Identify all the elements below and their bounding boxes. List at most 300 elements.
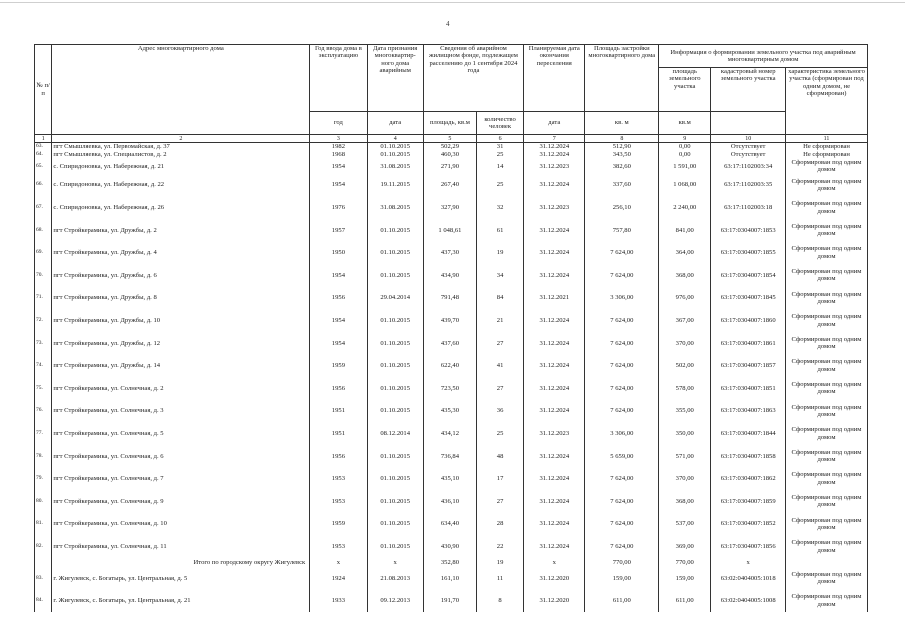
date-cell: 01.10.2015 [367,309,423,332]
area-cell: 437,60 [423,332,476,355]
row-number: 78. [35,445,52,468]
characteristic-cell: Сформирован под одним домом [786,264,868,287]
land-area-cell: 578,00 [659,377,711,400]
row-number: 75. [35,377,52,400]
header-unit-people: количество человек [477,112,524,135]
header-unit-sqm2: кв.м [659,112,711,135]
cadastral-cell: 63:17:0304007:1855 [711,242,786,265]
date-cell: 01.10.2015 [367,468,423,491]
date-cell: 01.10.2015 [367,143,423,152]
planned-date-cell: 31.12.2020 [524,590,585,613]
table-row [35,355,868,378]
characteristic-cell: Сформирован под одним домом [786,468,868,491]
land-area-cell: 350,00 [659,422,711,445]
characteristic-cell: Сформирован под одним домом [786,422,868,445]
date-cell: 01.10.2015 [367,332,423,355]
row-number: 68. [35,219,52,242]
header-building-area: Площадь застройки многоквартирного дома [585,45,659,112]
cadastral-cell: 63:17:0304007:1861 [711,332,786,355]
housing-register-table [34,44,868,612]
header-characteristic: характеристика земельного участка (сформирован под одним домом, не сформирован) [786,68,868,135]
header-unit-empty [711,112,786,135]
land-area-cell: 364,00 [659,242,711,265]
header-year: Год ввода дома в эксплуатацию [310,45,367,112]
cadastral-cell: 63:17:0304007:1851 [711,377,786,400]
header-unit-sqm: кв. м [585,112,659,135]
planned-date-cell: 31.12.2024 [524,513,585,536]
year-cell: 1954 [310,309,367,332]
row-number: 76. [35,400,52,423]
scan-edge-line [0,2,905,3]
building-area-cell: 7 624,00 [585,355,659,378]
page-number: 4 [446,20,450,28]
column-number-row [35,135,868,143]
col-number: 9 [659,135,711,143]
area-cell: 460,30 [423,151,476,159]
building-area-cell: 7 624,00 [585,309,659,332]
area-cell: 634,40 [423,513,476,536]
year-cell: 1957 [310,219,367,242]
area-cell: 191,70 [423,590,476,613]
area-cell: 267,40 [423,174,476,197]
date-cell: 01.10.2015 [367,242,423,265]
cadastral-cell: 63:02:0404005:1008 [711,590,786,613]
land-area-cell: 370,00 [659,332,711,355]
land-area-cell: 571,00 [659,445,711,468]
table-row [35,400,868,423]
table-row [35,445,868,468]
date-cell: 01.10.2015 [367,355,423,378]
col-number: 11 [786,135,868,143]
address-cell: пгт Стройкерамика, ул. Дружбы, д. 12 [52,332,310,355]
characteristic-cell: Сформирован под одним домом [786,567,868,590]
area-cell: 437,30 [423,242,476,265]
building-area-cell: 7 624,00 [585,332,659,355]
people-cell: 21 [477,309,524,332]
col-number: 2 [52,135,310,143]
total-date: x [367,558,423,567]
header-unit-date: дата [367,112,423,135]
address-cell: пгт Стройкерамика, ул. Дружбы, д. 6 [52,264,310,287]
people-cell: 25 [477,422,524,445]
year-cell: 1976 [310,196,367,219]
land-area-cell: 0,00 [659,151,711,159]
area-cell: 1 048,61 [423,219,476,242]
date-cell: 01.10.2015 [367,400,423,423]
row-number: 77. [35,422,52,445]
table-row [35,535,868,558]
characteristic-cell: Сформирован под одним домом [786,174,868,197]
land-area-cell: 1 591,00 [659,159,711,174]
address-cell: пгт Смышляевка, ул. Специалистов, д. 2 [52,151,310,159]
building-area-cell: 159,00 [585,567,659,590]
planned-date-cell: 31.12.2020 [524,567,585,590]
land-area-cell: 368,00 [659,490,711,513]
header-unit-date2: дата [524,112,585,135]
address-cell: пгт Стройкерамика, ул. Солнечная, д. 10 [52,513,310,536]
people-cell: 36 [477,400,524,423]
planned-date-cell: 31.12.2024 [524,174,585,197]
cadastral-cell: 63:17:1102003:34 [711,159,786,174]
planned-date-cell: 31.12.2024 [524,355,585,378]
total-building-area: 770,00 [585,558,659,567]
col-number: 1 [35,135,52,143]
people-cell: 8 [477,590,524,613]
row-number: 63. [35,143,52,152]
date-cell: 01.10.2015 [367,445,423,468]
total-land-area: 770,00 [659,558,711,567]
planned-date-cell: 31.12.2023 [524,196,585,219]
planned-date-cell: 31.12.2024 [524,468,585,491]
row-number: 82. [35,535,52,558]
people-cell: 27 [477,332,524,355]
people-cell: 19 [477,242,524,265]
people-cell: 41 [477,355,524,378]
planned-date-cell: 31.12.2023 [524,159,585,174]
table-row [35,287,868,310]
characteristic-cell: Сформирован под одним домом [786,535,868,558]
year-cell: 1982 [310,143,367,152]
col-number: 10 [711,135,786,143]
address-cell: г. Жигулевск, с. Богатырь, ул. Центральная, д. 21 [52,590,310,613]
land-area-cell: 355,00 [659,400,711,423]
row-number: 79. [35,468,52,491]
header-unit-year: год [310,112,367,135]
date-cell: 01.10.2015 [367,535,423,558]
people-cell: 22 [477,535,524,558]
characteristic-cell: Сформирован под одним домом [786,159,868,174]
land-area-cell: 0,00 [659,143,711,152]
people-cell: 14 [477,159,524,174]
land-area-cell: 2 240,00 [659,196,711,219]
table-row [35,590,868,613]
people-cell: 34 [477,264,524,287]
address-cell: пгт Стройкерамика, ул. Солнечная, д. 5 [52,422,310,445]
characteristic-cell: Сформирован под одним домом [786,219,868,242]
land-area-cell: 368,00 [659,264,711,287]
table-row [35,513,868,536]
planned-date-cell: 31.12.2024 [524,445,585,468]
year-cell: 1954 [310,174,367,197]
address-cell: пгт Стройкерамика, ул. Дружбы, д. 10 [52,309,310,332]
table-row [35,264,868,287]
table-row [35,468,868,491]
land-area-cell: 159,00 [659,567,711,590]
year-cell: 1959 [310,513,367,536]
year-cell: 1954 [310,332,367,355]
people-cell: 17 [477,468,524,491]
header-date-recognition: Дата признания многоквартир-ного дома аварийным [367,45,423,112]
characteristic-cell: Сформирован под одним домом [786,355,868,378]
area-cell: 434,90 [423,264,476,287]
building-area-cell: 611,00 [585,590,659,613]
building-area-cell: 7 624,00 [585,377,659,400]
table-row [35,242,868,265]
cadastral-cell: 63:17:0304007:1852 [711,513,786,536]
building-area-cell: 7 624,00 [585,264,659,287]
land-area-cell: 841,00 [659,219,711,242]
total-year: x [310,558,367,567]
characteristic-cell: Сформирован под одним домом [786,287,868,310]
table-row [35,159,868,174]
cadastral-cell: 63:17:0304007:1845 [711,287,786,310]
characteristic-cell: Сформирован под одним домом [786,242,868,265]
table-row [35,377,868,400]
address-cell: пгт Стройкерамика, ул. Солнечная, д. 11 [52,535,310,558]
row-number: 80. [35,490,52,513]
area-cell: 161,10 [423,567,476,590]
land-area-cell: 1 068,00 [659,174,711,197]
cadastral-cell: 63:17:0304007:1844 [711,422,786,445]
col-number: 6 [477,135,524,143]
address-cell: пгт Стройкерамика, ул. Дружбы, д. 2 [52,219,310,242]
col-number: 5 [423,135,476,143]
table-row [35,196,868,219]
total-label: Итого по городскому округу Жигулевск [52,558,310,567]
row-number: 83. [35,567,52,590]
table-row [35,567,868,590]
land-area-cell: 502,00 [659,355,711,378]
date-cell: 09.12.2013 [367,590,423,613]
address-cell: с. Спиридоновка, ул. Набережная, д. 22 [52,174,310,197]
header-address: Адрес многоквартирного дома [52,45,310,135]
header-unit-area: площадь, кв.м [423,112,476,135]
address-cell: пгт Стройкерамика, ул. Солнечная, д. 3 [52,400,310,423]
date-cell: 08.12.2014 [367,422,423,445]
date-cell: 01.10.2015 [367,219,423,242]
planned-date-cell: 31.12.2024 [524,377,585,400]
area-cell: 435,30 [423,400,476,423]
cadastral-cell: 63:17:0304007:1859 [711,490,786,513]
cadastral-cell: 63:17:1102003:35 [711,174,786,197]
table-row [35,174,868,197]
address-cell: пгт Стройкерамика, ул. Солнечная, д. 6 [52,445,310,468]
date-cell: 01.10.2015 [367,377,423,400]
address-cell: пгт Смышляевка, ул. Первомайская, д. 37 [52,143,310,152]
total-planned: x [524,558,585,567]
date-cell: 01.10.2015 [367,151,423,159]
building-area-cell: 7 624,00 [585,400,659,423]
cadastral-cell: 63:17:0304007:1863 [711,400,786,423]
planned-date-cell: 31.12.2024 [524,151,585,159]
people-cell: 25 [477,174,524,197]
area-cell: 622,40 [423,355,476,378]
date-cell: 01.10.2015 [367,513,423,536]
land-area-cell: 976,00 [659,287,711,310]
header-planned-date: Планируемая дата окончания переселения [524,45,585,112]
cadastral-cell: 63:17:0304007:1854 [711,264,786,287]
building-area-cell: 512,90 [585,143,659,152]
people-cell: 11 [477,567,524,590]
year-cell: 1956 [310,377,367,400]
col-number: 4 [367,135,423,143]
year-cell: 1956 [310,287,367,310]
date-cell: 21.08.2013 [367,567,423,590]
characteristic-cell: Сформирован под одним домом [786,490,868,513]
land-area-cell: 369,00 [659,535,711,558]
land-area-cell: 370,00 [659,468,711,491]
row-number: 65. [35,159,52,174]
row-number: 81. [35,513,52,536]
row-number: 64. [35,151,52,159]
planned-date-cell: 31.12.2024 [524,535,585,558]
people-cell: 48 [477,445,524,468]
col-number: 7 [524,135,585,143]
table-body [35,143,868,613]
area-cell: 723,50 [423,377,476,400]
address-cell: с. Спиридоновка, ул. Набережная, д. 26 [52,196,310,219]
total-cadastral: x [711,558,786,567]
header-land-info: Информация о формировании земельного участка под аварийным многоквартирным домом [659,45,868,68]
cadastral-cell: 63:17:0304007:1856 [711,535,786,558]
characteristic-cell: Сформирован под одним домом [786,332,868,355]
characteristic-cell: Сформирован под одним домом [786,377,868,400]
table-row [35,143,868,152]
total-characteristic [786,558,868,567]
cadastral-cell: 63:02:0404005:1018 [711,567,786,590]
row-number: 74. [35,355,52,378]
address-cell: г. Жигулевск, с. Богатырь, ул. Центральная, д. 5 [52,567,310,590]
address-cell: пгт Стройкерамика, ул. Солнечная, д. 7 [52,468,310,491]
table-row [35,309,868,332]
header-land-area: площадь земельного участка [659,68,711,112]
header-row-1 [35,45,868,68]
date-cell: 29.04.2014 [367,287,423,310]
total-people: 19 [477,558,524,567]
col-number: 8 [585,135,659,143]
year-cell: 1968 [310,151,367,159]
date-cell: 01.10.2015 [367,490,423,513]
row-number: 70. [35,264,52,287]
area-cell: 791,48 [423,287,476,310]
people-cell: 27 [477,377,524,400]
cadastral-cell: Отсутствует [711,151,786,159]
total-row [35,558,868,567]
people-cell: 28 [477,513,524,536]
people-cell: 27 [477,490,524,513]
address-cell: пгт Стройкерамика, ул. Дружбы, д. 8 [52,287,310,310]
planned-date-cell: 31.12.2024 [524,242,585,265]
row-number: 66. [35,174,52,197]
year-cell: 1959 [310,355,367,378]
planned-date-cell: 31.12.2024 [524,332,585,355]
planned-date-cell: 31.12.2024 [524,400,585,423]
land-area-cell: 537,00 [659,513,711,536]
characteristic-cell: Не сформирован [786,143,868,152]
building-area-cell: 5 659,00 [585,445,659,468]
year-cell: 1933 [310,590,367,613]
characteristic-cell: Сформирован под одним домом [786,309,868,332]
building-area-cell: 7 624,00 [585,490,659,513]
year-cell: 1953 [310,535,367,558]
planned-date-cell: 31.12.2024 [524,264,585,287]
area-cell: 436,10 [423,490,476,513]
building-area-cell: 7 624,00 [585,468,659,491]
row-number: 84. [35,590,52,613]
people-cell: 25 [477,151,524,159]
total-row-number [35,558,52,567]
date-cell: 31.08.2015 [367,196,423,219]
cadastral-cell: 63:17:0304007:1857 [711,355,786,378]
cadastral-cell: 63:17:0304007:1862 [711,468,786,491]
area-cell: 736,84 [423,445,476,468]
people-cell: 61 [477,219,524,242]
characteristic-cell: Сформирован под одним домом [786,445,868,468]
year-cell: 1951 [310,400,367,423]
address-cell: пгт Стройкерамика, ул. Солнечная, д. 9 [52,490,310,513]
characteristic-cell: Сформирован под одним домом [786,196,868,219]
people-cell: 31 [477,143,524,152]
year-cell: 1954 [310,264,367,287]
year-cell: 1951 [310,422,367,445]
building-area-cell: 7 624,00 [585,513,659,536]
year-cell: 1950 [310,242,367,265]
row-number: 67. [35,196,52,219]
col-number: 3 [310,135,367,143]
planned-date-cell: 31.12.2024 [524,219,585,242]
building-area-cell: 7 624,00 [585,242,659,265]
land-area-cell: 367,00 [659,309,711,332]
address-cell: с. Спиридоновка, ул. Набережная, д. 21 [52,159,310,174]
characteristic-cell: Сформирован под одним домом [786,513,868,536]
header-num: № п/п [35,45,52,135]
characteristic-cell: Не сформирован [786,151,868,159]
building-area-cell: 7 624,00 [585,535,659,558]
area-cell: 327,90 [423,196,476,219]
planned-date-cell: 31.12.2024 [524,309,585,332]
table-row [35,219,868,242]
table-row [35,332,868,355]
table-row [35,490,868,513]
area-cell: 439,70 [423,309,476,332]
building-area-cell: 256,10 [585,196,659,219]
building-area-cell: 382,60 [585,159,659,174]
building-area-cell: 337,60 [585,174,659,197]
header-emergency-info: Сведения об аварийном жилищном фонде, подлежащем расселению до 1 сентября 2024 года [423,45,523,112]
row-number: 73. [35,332,52,355]
building-area-cell: 343,50 [585,151,659,159]
header-cadastral: кадастровый номер земельного участка [711,68,786,112]
cadastral-cell: 63:17:0304007:1853 [711,219,786,242]
row-number: 71. [35,287,52,310]
planned-date-cell: 31.12.2024 [524,490,585,513]
people-cell: 84 [477,287,524,310]
area-cell: 435,10 [423,468,476,491]
table-row [35,422,868,445]
area-cell: 502,29 [423,143,476,152]
row-number: 72. [35,309,52,332]
cadastral-cell: Отсутствует [711,143,786,152]
year-cell: 1953 [310,490,367,513]
cadastral-cell: 63:17:1102003:18 [711,196,786,219]
people-cell: 32 [477,196,524,219]
date-cell: 19.11.2015 [367,174,423,197]
table-row [35,151,868,159]
characteristic-cell: Сформирован под одним домом [786,590,868,613]
year-cell: 1954 [310,159,367,174]
cadastral-cell: 63:17:0304007:1858 [711,445,786,468]
planned-date-cell: 31.12.2021 [524,287,585,310]
area-cell: 271,90 [423,159,476,174]
building-area-cell: 3 306,00 [585,422,659,445]
building-area-cell: 3 306,00 [585,287,659,310]
date-cell: 31.08.2015 [367,159,423,174]
characteristic-cell: Сформирован под одним домом [786,400,868,423]
year-cell: 1956 [310,445,367,468]
row-number: 69. [35,242,52,265]
planned-date-cell: 31.12.2023 [524,422,585,445]
building-area-cell: 757,80 [585,219,659,242]
